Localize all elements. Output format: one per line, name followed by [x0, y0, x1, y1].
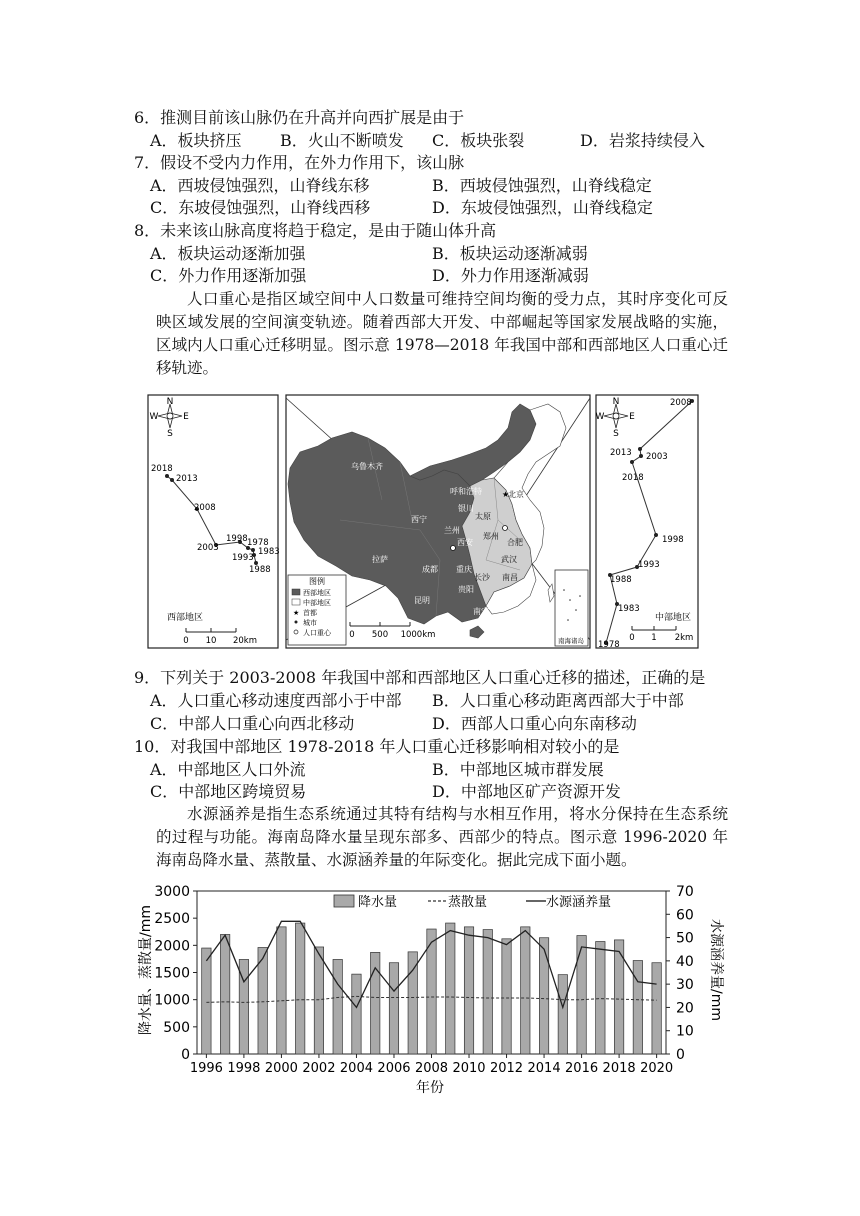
- city-xian: 西安: [457, 538, 473, 547]
- east-compass-w: W: [595, 412, 605, 422]
- inset-label: 南海诸岛: [558, 637, 584, 645]
- precip-bar: [446, 923, 455, 1054]
- x-axis-label: 年份: [416, 1080, 444, 1096]
- q6-option-c: C．板块张裂: [432, 131, 525, 150]
- x-tick-label: 2004: [339, 1061, 374, 1076]
- q9-option-a: A．人口重心移动速度西部小于中部: [150, 691, 402, 710]
- west-label-2008: 2008: [194, 503, 216, 513]
- precip-bar: [596, 942, 605, 1054]
- east-panel-title: 中部地区: [655, 613, 692, 623]
- y-right-tick-label: 60: [676, 907, 694, 924]
- question-10-stem: 10．对我国中部地区 1978-2018 年人口重心迁移影响相对较小的是: [134, 737, 620, 756]
- city-zhengzhou: 郑州: [483, 532, 499, 541]
- precip-bar: [295, 923, 304, 1054]
- legend-title: 图例: [309, 577, 325, 586]
- precip-bar: [352, 974, 361, 1054]
- legend-central: 中部地区: [303, 599, 331, 607]
- east-label-1998: 1998: [662, 535, 684, 545]
- city-nanchang: 南昌: [502, 573, 518, 582]
- precip-bar: [389, 963, 398, 1054]
- q10-option-b: B．中部地区城市群发展: [432, 760, 604, 779]
- city-hefei: 合肥: [507, 538, 523, 547]
- city-lanzhou: 兰州: [444, 526, 460, 535]
- q9-option-d: D．西部人口重心向东南移动: [432, 714, 637, 733]
- legend-center: 人口重心: [303, 629, 331, 637]
- city-nanning: 南宁: [473, 607, 489, 616]
- q7-option-d: D．东坡侵蚀强烈，山脊线稳定: [432, 198, 653, 217]
- precip-bar: [633, 961, 642, 1054]
- east-label-1993: 1993: [638, 560, 660, 570]
- x-tick-label: 2008: [414, 1061, 449, 1076]
- question-6-stem: 6．推测目前该山脉仍在升高并向西扩展是由于: [134, 108, 465, 127]
- question-7-stem: 7．假设不受内力作用，在外力作用下，该山脉: [134, 153, 465, 172]
- x-tick-label: 2010: [452, 1061, 486, 1076]
- x-tick-label: 2020: [640, 1061, 674, 1076]
- west-compass-n: N: [166, 397, 174, 407]
- west-label-1988: 1988: [249, 565, 271, 575]
- west-compass-s: S: [167, 429, 173, 439]
- west-label-2018: 2018: [151, 464, 173, 474]
- y-left-tick-label: 3000: [154, 884, 190, 900]
- beijing-star-icon: ★: [502, 490, 510, 499]
- west-label-1993: 1993: [232, 553, 254, 563]
- question-8-stem: 8．未来该山脉高度将趋于稳定，是由于随山体升高: [134, 221, 497, 240]
- city-lhasa: 拉萨: [372, 555, 388, 564]
- city-taiyuan: 太原: [475, 512, 491, 521]
- x-tick-label: 1998: [227, 1061, 261, 1076]
- q7-option-b: B．西坡侵蚀强烈，山脊线稳定: [432, 176, 652, 195]
- q10-option-a: A．中部地区人口外流: [150, 760, 306, 779]
- q6-option-b: B．火山不断喷发: [280, 131, 404, 150]
- east-label-2018: 2018: [622, 473, 644, 483]
- y-left-label: 降水量、蒸散量/mm: [138, 905, 154, 1035]
- y-right-tick-label: 30: [676, 977, 694, 994]
- legend-capital: 首都: [303, 609, 317, 617]
- east-label-2008: 2008: [670, 398, 692, 408]
- y-left-tick-label: 1000: [154, 992, 190, 1009]
- q8-option-d: D．外力作用逐渐减弱: [432, 266, 589, 285]
- map-scale-500: 500: [371, 630, 389, 640]
- east-label-2013: 2013: [610, 448, 632, 458]
- east-label-1983: 1983: [618, 604, 640, 614]
- map-scale-0: 0: [349, 630, 355, 640]
- west-label-1983: 1983: [258, 547, 280, 557]
- q6-option-d: D．岩浆持续侵入: [580, 131, 705, 150]
- y-right-tick-label: 40: [676, 953, 694, 970]
- west-compass-e: E: [183, 412, 189, 422]
- q9-option-b: B．人口重心移动距离西部大于中部: [432, 691, 684, 710]
- east-compass-s: S: [613, 429, 619, 439]
- population-passage: 人口重心是指区域空间中人口数量可维持空间均衡的受力点，其时序变化可反映区域发展的空间演变轨迹。随着西部大开发、中部崛起等国家发展战略的实施，区域内人口重心迁移明显。图示意 1978—2018 年我国中部和西部地区人口重心迁移轨迹。: [156, 290, 728, 377]
- y-right-tick-label: 20: [676, 1000, 694, 1017]
- east-scale-2: 2km: [674, 633, 694, 643]
- water-passage: 水源涵养是指生态系统通过其特有结构与水相互作用，将水分保持在生态系统的过程与功能。海南岛降水量呈现东部多、西部少的特点。图示意 1996-2020 年海南岛降水量、蒸散量、水源涵养量的年际变化。据此完成下面小题。: [156, 805, 728, 869]
- east-scale-0: 0: [629, 633, 635, 643]
- west-label-1998: 1998: [226, 534, 248, 544]
- precip-bar: [558, 975, 567, 1054]
- capital-star-icon: ★: [293, 609, 300, 617]
- precip-bar: [539, 938, 548, 1054]
- city-changsha: 长沙: [474, 573, 490, 582]
- q10-option-c: C．中部地区跨境贸易: [150, 782, 307, 801]
- east-label-1978: 1978: [598, 640, 620, 650]
- precip-bar: [408, 952, 417, 1054]
- y-left-tick-label: 1500: [154, 965, 190, 982]
- x-tick-label: 2014: [527, 1061, 561, 1076]
- y-right-tick-label: 50: [676, 930, 694, 947]
- city-kunming: 昆明: [414, 596, 430, 605]
- city-chengdu: 成都: [422, 565, 438, 574]
- east-scale-1: 1: [651, 633, 657, 643]
- x-tick-label: 2012: [489, 1061, 524, 1076]
- legend-bar-swatch: [334, 895, 354, 907]
- west-scale-10: 10: [205, 636, 217, 646]
- y-left-tick-label: 2000: [154, 938, 190, 955]
- x-tick-label: 2018: [602, 1061, 636, 1076]
- q8-option-a: A．板块运动逐渐加强: [150, 244, 306, 263]
- q6-option-a: A．板块挤压: [150, 131, 242, 150]
- city-chongqing: 重庆: [456, 565, 472, 574]
- precip-bar: [220, 934, 229, 1054]
- city-hohhot: 呼和浩特: [450, 487, 482, 496]
- precip-bar: [483, 930, 492, 1054]
- y-left-tick-label: 2500: [154, 911, 190, 928]
- precip-bar: [502, 939, 511, 1054]
- precip-bar: [333, 959, 342, 1054]
- map-scale-1000: 1000km: [400, 630, 436, 640]
- q8-option-b: B．板块运动逐渐减弱: [432, 244, 588, 263]
- city-yinchuan: 银川: [458, 504, 474, 513]
- precip-bar: [464, 927, 473, 1054]
- precip-bar: [202, 948, 211, 1054]
- city-guiyang: 贵阳: [458, 585, 474, 594]
- west-scale-20: 20km: [232, 636, 258, 646]
- q7-option-a: A．西坡侵蚀强烈，山脊线东移: [150, 176, 370, 195]
- city-wuhan: 武汉: [501, 555, 517, 564]
- east-label-1988: 1988: [610, 575, 632, 585]
- west-scale-0: 0: [183, 636, 189, 646]
- q9-option-c: C．中部人口重心向西北移动: [150, 714, 355, 733]
- west-label-2013: 2013: [176, 474, 198, 484]
- precip-bar: [577, 936, 586, 1054]
- y-right-tick-label: 70: [676, 884, 694, 900]
- west-panel-title: 西部地区: [167, 613, 204, 623]
- city-beijing: 北京: [508, 490, 524, 499]
- y-right-label: 水源涵养量/mm: [708, 919, 724, 1021]
- west-label-2003: 2003: [197, 543, 219, 553]
- chart-legend: [334, 894, 611, 910]
- y-right-tick-label: 10: [676, 1023, 694, 1040]
- q7-option-c: C．东坡侵蚀强烈，山脊线西移: [150, 198, 371, 217]
- legend-conservation: 水源涵养量: [546, 895, 612, 910]
- legend-evap: 蒸散量: [448, 895, 488, 910]
- east-compass-n: N: [612, 397, 620, 407]
- q8-option-c: C．外力作用逐渐加强: [150, 266, 307, 285]
- west-label-1978: 1978: [247, 538, 269, 548]
- precip-bar: [277, 927, 286, 1054]
- west-compass-w: W: [149, 412, 159, 422]
- y-left-tick-label: 500: [163, 1019, 190, 1036]
- x-tick-label: 2016: [565, 1061, 599, 1076]
- east-compass-e: E: [629, 412, 635, 422]
- x-tick-label: 1996: [189, 1061, 223, 1076]
- x-tick-label: 2006: [377, 1061, 411, 1076]
- x-tick-label: 2002: [302, 1061, 336, 1076]
- legend-city: 城市: [303, 619, 317, 627]
- east-label-2003: 2003: [646, 452, 668, 462]
- precip-bar: [314, 947, 323, 1054]
- city-urumqi: 乌鲁木齐: [351, 462, 383, 471]
- city-xining: 西宁: [411, 515, 427, 524]
- q10-option-d: D．中部地区矿产资源开发: [432, 782, 621, 801]
- y-right-tick-label: 0: [676, 1047, 685, 1063]
- x-tick-label: 2000: [264, 1061, 298, 1076]
- question-9-stem: 9．下列关于 2003-2008 年我国中部和西部地区人口重心迁移的描述，正确的是: [134, 668, 706, 687]
- precip-bar: [521, 927, 530, 1054]
- y-left-tick-label: 0: [181, 1047, 190, 1063]
- legend-precip: 降水量: [358, 895, 398, 910]
- legend-west: 西部地区: [303, 589, 331, 597]
- precip-bar: [652, 963, 661, 1054]
